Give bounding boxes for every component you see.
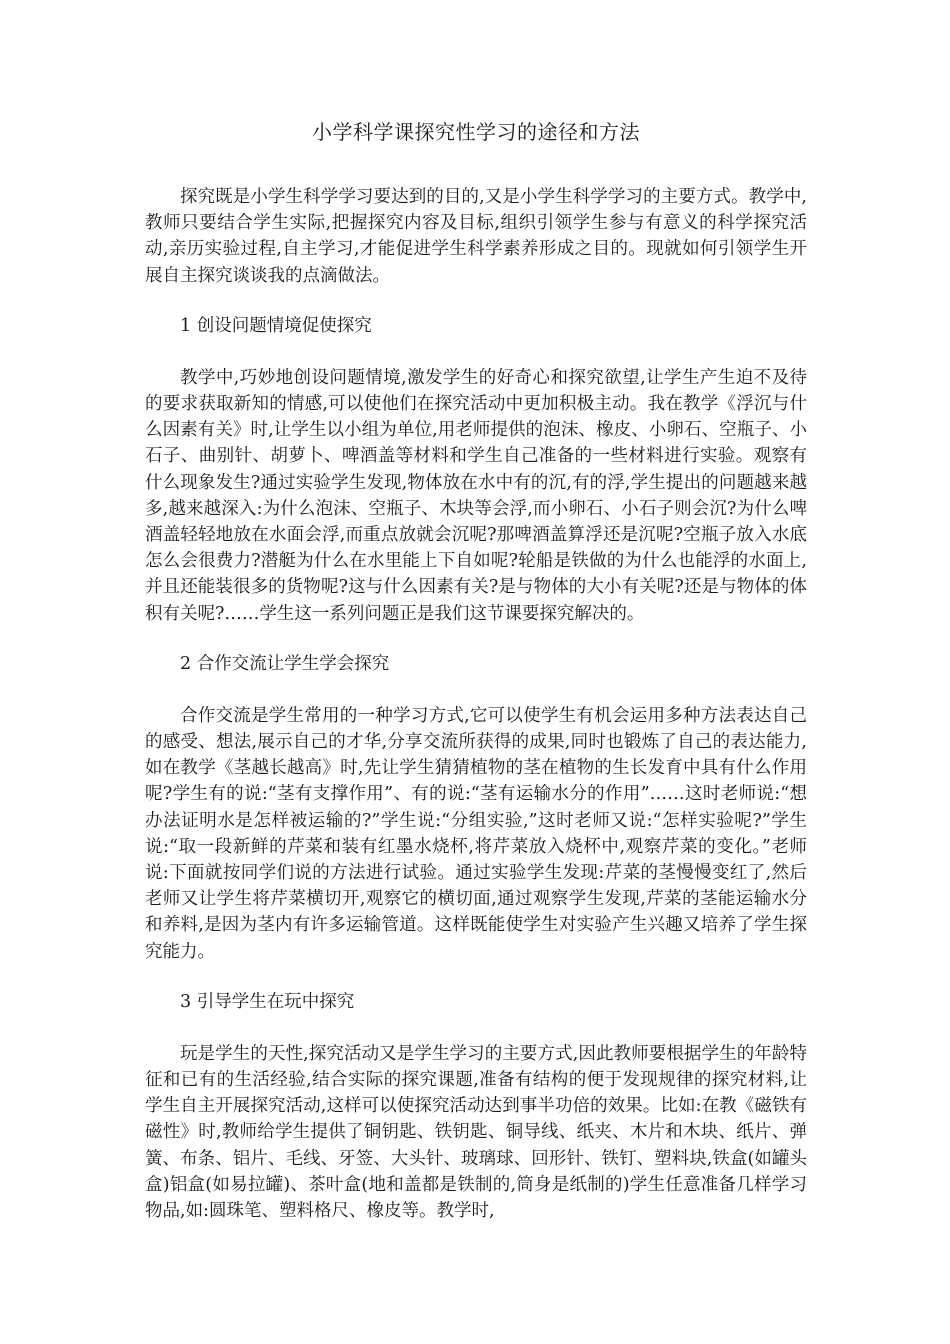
document-page: [145, 118, 807, 1224]
section-2-paragraph: 合作交流是学生常用的一种学习方式,它可以使学生有机会运用多种方法表达自己的感受、想法,展示自己的才华,分享交流所获得的成果,同时也锻炼了自己的表达能力,如在教学《茎越长越高》时,先让学生猜猜植物的茎在植物的生长发育中具有什么作用呢?学生有的说:“茎有支撑作用”、有的说:“茎有运输水分的作用”……这时老师说:“想办法证明水是怎样被运输的?”学生说:“分组实验,”这时老师又说:“怎样实验呢?”学生说:“取一段新鲜的芹菜和装有红墨水烧杯,将芹菜放入烧杯中,观察芹菜的变化。”老师说:下面就按同学们说的方法进行试验。通过实验学生发现:芹菜的茎慢慢变红了,然后老师又让学生将芹菜横切开,观察它的横切面,通过观察学生发现,芹菜的茎能运输水分和养料,是因为茎内有许多运输管道。这样既能使学生对实验产生兴趣又培养了学生探究能力。: [145, 705, 807, 962]
intro-paragraph: 探究既是小学生科学学习要达到的目的,又是小学生科学学习的主要方式。教学中,教师只要结合学生实际,把握探究内容及目标,组织引领学生参与有意义的科学探究活动,亲历实验过程,自主学习,才能促进学生科学素养形成之目的。现就如何引领学生开展自主探究谈谈我的点滴做法。: [145, 187, 807, 286]
section-3-heading: 3 引导学生在玩中探究: [180, 991, 355, 1012]
section-1-heading: 1 创设问题情境促使探究: [180, 315, 372, 336]
document-title: 小学科学课探究性学习的途径和方法: [312, 120, 640, 144]
section-2-heading: 2 合作交流让学生学会探究: [180, 653, 390, 674]
section-3-paragraph: 玩是学生的天性,探究活动又是学生学习的主要方式,因此教师要根据学生的年龄特征和已有的生活经验,结合实际的探究课题,准备有结构的便于发现规律的探究材料,让学生自主开展探究活动,这样可以使探究活动达到事半功倍的效果。比如:在教《磁铁有磁性》时,教师给学生提供了铜钥匙、铁钥匙、铜导线、纸夹、木片和木块、纸片、弹簧、布条、铝片、毛线、牙签、大头针、玻璃球、回形针、铁钉、塑料块,铁盒(如罐头盒)铝盒(如易拉罐)、茶叶盒(地和盖都是铁制的,筒身是纸制的)学生任意准备几样学习物品,如:圆珠笔、塑料格尺、橡皮等。教学时,: [145, 1043, 807, 1222]
section-1-paragraph: 教学中,巧妙地创设问题情境,激发学生的好奇心和探究欲望,让学生产生迫不及待的要求获取新知的情感,可以使他们在探究活动中更加积极主动。我在教学《浮沉与什么因素有关》时,让学生以小组为单位,用老师提供的泡沫、橡皮、小卵石、空瓶子、小石子、曲别针、胡萝卜、啤酒盖等材料和学生自己准备的一些材料进行实验。观察有什么现象发生?通过实验学生发现,物体放在水中有的沉,有的浮,学生提出的问题越来越多,越来越深入:为什么泡沫、空瓶子、木块等会浮,而小卵石、小石子则会沉?为什么啤酒盖轻轻地放在水面会浮,而重点放就会沉呢?那啤酒盖算浮还是沉呢?空瓶子放入水底怎么会很费力?潜艇为什么在水里能上下自如呢?轮船是铁做的为什么也能浮的水面上,并且还能装很多的货物呢?这与什么因素有关?是与物体的大小有关呢?还是与物体的体积有关呢?……学生这一系列问题正是我们这节课要探究解决的。: [145, 367, 807, 624]
